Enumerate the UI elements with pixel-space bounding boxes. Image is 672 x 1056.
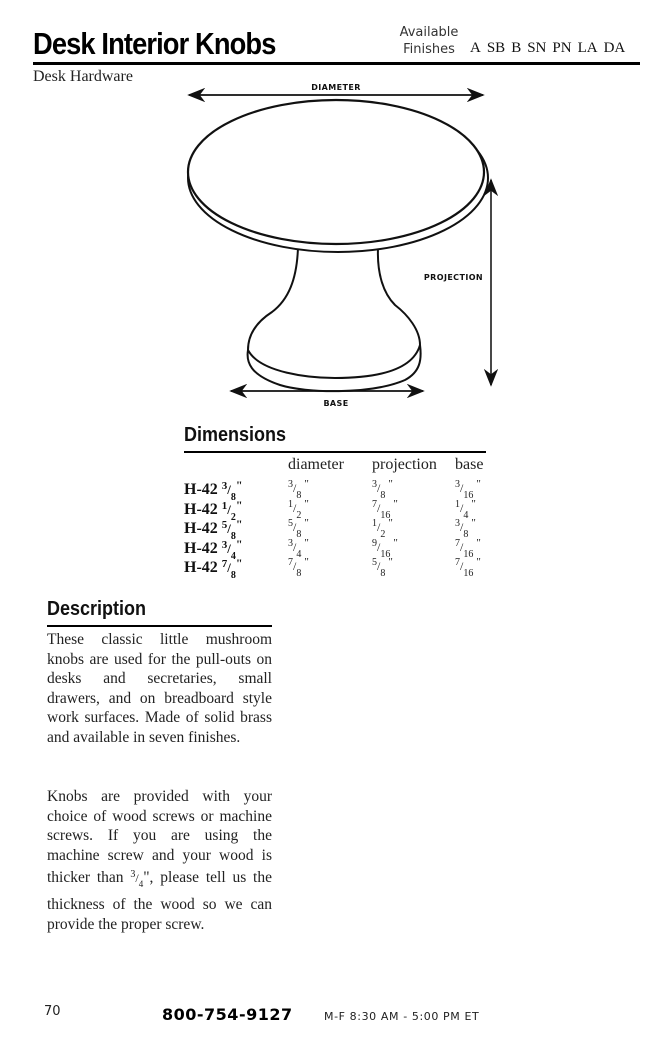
- fraction-numerator: 7: [372, 498, 377, 510]
- fraction-denominator: 16: [380, 548, 391, 560]
- fraction-denominator: 2: [296, 509, 302, 521]
- fraction-denominator: 4: [138, 879, 144, 890]
- column-header-base: base: [455, 456, 484, 473]
- inch-mark: ": [235, 556, 243, 570]
- finish-code: PN: [552, 40, 572, 56]
- cell-diameter: $^1/_2^"$: [288, 497, 309, 521]
- inch-mark: ": [235, 536, 243, 551]
- fraction-numerator: 1: [221, 499, 228, 512]
- finishes-label-line2: Finishes: [403, 42, 455, 57]
- inch-mark: ": [304, 536, 309, 549]
- fraction-numerator: 1: [455, 498, 460, 510]
- fraction-numerator: 5: [221, 519, 228, 531]
- finishes-label: [398, 24, 460, 58]
- fraction-denominator: 16: [463, 568, 474, 579]
- column-header-diameter: diameter: [288, 456, 344, 473]
- fraction-numerator: 3: [455, 518, 460, 529]
- diameter-label: Diameter: [311, 83, 361, 92]
- dimensions-rule: [184, 451, 486, 453]
- fraction-numerator: 3: [130, 869, 136, 881]
- row-model: H-42 $^5/_8^"$: [184, 517, 243, 542]
- header-rule: [33, 62, 640, 65]
- footer-hours: M-F 8:30 AM - 5:00 PM ET: [324, 1010, 480, 1023]
- page-title: Desk Interior Knobs: [33, 26, 276, 61]
- fraction-numerator: 1: [372, 518, 377, 529]
- inch-mark: ": [235, 497, 243, 512]
- fraction-denominator: 16: [380, 509, 391, 521]
- fraction-denominator: 8: [380, 568, 386, 579]
- cell-projection: $^5/_8^"$: [372, 556, 393, 579]
- cell-base: $^3/_8^"$: [455, 517, 476, 540]
- finish-code: LA: [577, 40, 598, 56]
- inch-mark: ": [471, 497, 476, 510]
- fraction-denominator: 8: [230, 570, 236, 581]
- fraction-denominator: 8: [380, 490, 386, 501]
- fraction-denominator: 4: [296, 548, 302, 560]
- fraction-numerator: 3: [221, 538, 228, 551]
- cell-projection: $^3/_8^"$: [372, 478, 393, 501]
- fraction-numerator: 3: [221, 480, 228, 492]
- inch-mark: ": [235, 517, 243, 531]
- description-paragraph-2-before: Knobs are provided with your choice of wood screws or machine screws. If you are using the machine screw and your wood is thicker than: [47, 788, 272, 887]
- fraction-numerator: 7: [221, 558, 228, 570]
- cell-diameter: $^5/_8^"$: [288, 517, 309, 540]
- knob-diagram: [180, 75, 500, 415]
- dimensions-heading: Dimensions: [184, 424, 287, 446]
- description-rule: [47, 625, 272, 627]
- fraction-numerator: 7: [455, 557, 460, 568]
- inch-mark: ": [476, 536, 481, 549]
- finish-code: SB: [486, 40, 506, 56]
- fraction-numerator: 3: [288, 537, 293, 549]
- inch-mark: ": [476, 478, 481, 490]
- model-number: H-42: [184, 500, 218, 518]
- column-header-projection: projection: [372, 456, 437, 473]
- fraction-denominator: 8: [230, 492, 236, 503]
- inch-mark: ": [388, 478, 393, 490]
- knob-stem: [248, 247, 420, 378]
- inch-mark: ": [388, 517, 393, 529]
- model-number: H-42: [184, 520, 218, 537]
- fraction-numerator: 7: [455, 537, 460, 549]
- cell-projection: $^9/_{16}^"$: [372, 536, 398, 560]
- description-paragraph-2-after: ", please tell us the thickness of the wood so we can provide the proper screw.: [47, 869, 272, 933]
- cell-base: $^7/_{16}^"$: [455, 536, 481, 560]
- finish-code: DA: [603, 40, 626, 56]
- description-paragraph-2: [47, 787, 272, 934]
- fraction-denominator: 4: [230, 550, 236, 562]
- inch-mark: ": [388, 556, 393, 568]
- page-number: 70: [44, 1004, 61, 1019]
- fraction-denominator: 2: [230, 511, 236, 523]
- description-paragraph-1: These classic little mushroom knobs are used for the pull-outs on desks and secretaries, small drawers, and on breadboard style work surfaces. Made of solid brass and available in seven finishes.: [47, 631, 272, 746]
- fraction-denominator: 8: [296, 490, 302, 501]
- inline-fraction: $^3/_4$: [130, 869, 144, 890]
- fraction-denominator: 2: [380, 529, 386, 540]
- fraction-numerator: 3: [372, 479, 377, 490]
- cell-base: $^3/_{16}^"$: [455, 478, 481, 501]
- inch-mark: ": [393, 497, 398, 510]
- fraction-denominator: 8: [463, 529, 469, 540]
- row-model: H-42 $^3/_8^"$: [184, 478, 243, 503]
- cell-projection: $^7/_{16}^"$: [372, 497, 398, 521]
- projection-label: Projection: [423, 273, 483, 282]
- fraction-denominator: 8: [230, 531, 236, 542]
- footer-phone[interactable]: 800-754-9127: [162, 1005, 293, 1024]
- finish-code: B: [511, 40, 522, 56]
- row-model: H-42 $^3/_4^"$: [184, 536, 243, 562]
- model-number: H-42: [184, 481, 218, 498]
- row-model: H-42 $^1/_2^"$: [184, 497, 243, 523]
- inch-mark: ": [304, 478, 309, 490]
- page-subtitle: Desk Hardware: [33, 68, 133, 85]
- inch-mark: ": [235, 478, 243, 492]
- knob-cap: [188, 100, 484, 244]
- finishes-list: [470, 40, 625, 57]
- inch-mark: ": [304, 497, 309, 510]
- description-heading: Description: [47, 598, 147, 620]
- fraction-denominator: 16: [463, 548, 474, 560]
- fraction-numerator: 3: [288, 479, 293, 490]
- cell-base: $^1/_4^"$: [455, 497, 476, 521]
- inch-mark: ": [476, 556, 481, 568]
- fraction-numerator: 1: [288, 498, 293, 510]
- inch-mark: ": [471, 517, 476, 529]
- fraction-denominator: 4: [463, 509, 469, 521]
- inch-mark: ": [304, 556, 309, 568]
- base-label: Base: [323, 399, 349, 408]
- finish-code: A: [470, 40, 481, 56]
- cell-diameter: $^3/_8^"$: [288, 478, 309, 501]
- fraction-denominator: 8: [296, 568, 302, 579]
- inch-mark: ": [393, 536, 398, 549]
- model-number: H-42: [184, 559, 218, 576]
- model-number: H-42: [184, 539, 218, 557]
- finishes-label-line1: Available: [399, 25, 459, 40]
- fraction-numerator: 5: [288, 518, 293, 529]
- fraction-numerator: 3: [455, 479, 460, 490]
- fraction-denominator: 8: [296, 529, 302, 540]
- cell-projection: $^1/_2^"$: [372, 517, 393, 540]
- finish-code: SN: [527, 40, 547, 56]
- fraction-numerator: 7: [288, 557, 293, 568]
- fraction-denominator: 16: [463, 490, 474, 501]
- inch-mark: ": [304, 517, 309, 529]
- cell-diameter: $^7/_8^"$: [288, 556, 309, 579]
- cell-diameter: $^3/_4^"$: [288, 536, 309, 560]
- fraction-numerator: 5: [372, 557, 377, 568]
- cell-base: $^7/_{16}^"$: [455, 556, 481, 579]
- row-model: H-42 $^7/_8^"$: [184, 556, 243, 581]
- fraction-numerator: 9: [372, 537, 377, 549]
